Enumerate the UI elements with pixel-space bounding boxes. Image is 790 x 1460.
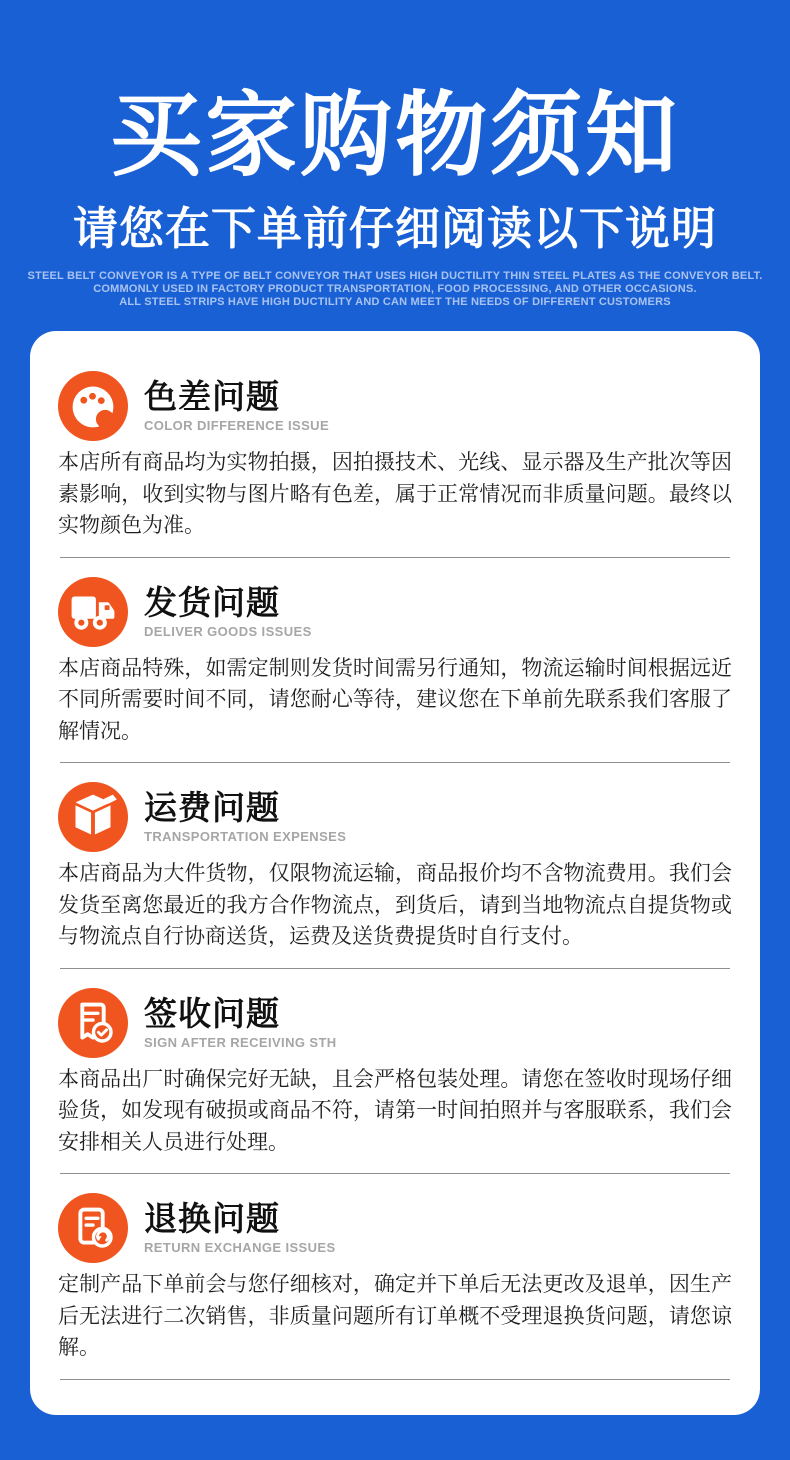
section-titles [144, 585, 312, 639]
return-doc-icon [58, 1193, 128, 1263]
tagline-line-3: ALL STEEL STRIPS HAVE HIGH DUCTILITY AND CAN MEET THE NEEDS OF DIFFERENT CUSTOMERS [119, 296, 671, 309]
section-header [58, 988, 732, 1058]
divider [60, 968, 730, 969]
section-title: 运费问题 [144, 789, 280, 827]
hero-header [0, 0, 790, 309]
divider [60, 1173, 730, 1174]
section-return-exchange [58, 1193, 732, 1380]
section-title: 退换问题 [144, 1200, 280, 1238]
section-body: 本店所有商品均为实物拍摄，因拍摄技术、光线、显示器及生产批次等因素影响，收到实物与图片略有色差，属于正常情况而非质量问题。最终以实物颜色为准。 [58, 451, 732, 538]
section-subtitle: SIGN AFTER RECEIVING STH [144, 1034, 337, 1050]
section-delivery [58, 577, 732, 764]
notice-card [30, 331, 760, 1415]
tagline-line-2: COMMONLY USED IN FACTORY PRODUCT TRANSPORTATION, FOOD PROCESSING, AND OTHER OCCASIONS. [93, 283, 697, 296]
section-subtitle: COLOR DIFFERENCE ISSUE [144, 418, 330, 434]
section-subtitle: TRANSPORTATION EXPENSES [144, 829, 347, 845]
section-title: 签收问题 [144, 994, 280, 1032]
section-header [58, 371, 732, 441]
divider [60, 1379, 730, 1380]
palette-icon [58, 371, 128, 441]
section-titles [144, 379, 329, 433]
section-body: 定制产品下单前会与您仔细核对，确定并下单后无法更改及退单，因生产后无法进行二次销售，非质量问题所有订单概不受理退换货问题，请您谅解。 [58, 1273, 732, 1360]
section-body: 本店商品特殊，如需定制则发货时间需另行通知，物流运输时间根据远近不同所需要时间不同，请您耐心等待，建议您在下单前先联系我们客服了解情况。 [58, 656, 732, 743]
section-titles [144, 790, 346, 844]
section-subtitle: RETURN EXCHANGE ISSUES [144, 1240, 336, 1256]
page-title: 买家购物须知 [109, 85, 680, 187]
section-sign-receive [58, 988, 732, 1175]
section-titles [144, 1201, 336, 1255]
section-title: 发货问题 [144, 583, 280, 621]
section-color-difference [58, 371, 732, 558]
section-header [58, 577, 732, 647]
divider [60, 762, 730, 763]
section-freight [58, 782, 732, 969]
tagline-line-1: STEEL BELT CONVEYOR IS A TYPE OF BELT CONVEYOR THAT USES HIGH DUCTILITY THIN STEEL PLATES AS THE CONVEYOR BELT. [27, 270, 763, 283]
package-icon [58, 782, 128, 852]
truck-icon [58, 577, 128, 647]
section-body: 本店商品为大件货物，仅限物流运输，商品报价均不含物流费用。我们会发货至离您最近的我方合作物流点，到货后，请到当地物流点自提货物或与物流点自行协商送货，运费及送货费提货时自行支付。 [58, 862, 732, 949]
section-title: 色差问题 [144, 378, 280, 416]
section-header [58, 1193, 732, 1263]
page-subtitle: 请您在下单前仔细阅读以下说明 [72, 202, 717, 254]
section-body: 本商品出厂时确保完好无缺，且会严格包装处理。请您在签收时现场仔细验货，如发现有破损或商品不符，请第一时间拍照并与客服联系，我们会安排相关人员进行处理。 [58, 1067, 732, 1154]
section-subtitle: DELIVER GOODS ISSUES [144, 623, 312, 639]
tagline [0, 270, 790, 309]
section-titles [144, 996, 337, 1050]
receipt-check-icon [58, 988, 128, 1058]
section-header [58, 782, 732, 852]
divider [60, 557, 730, 558]
